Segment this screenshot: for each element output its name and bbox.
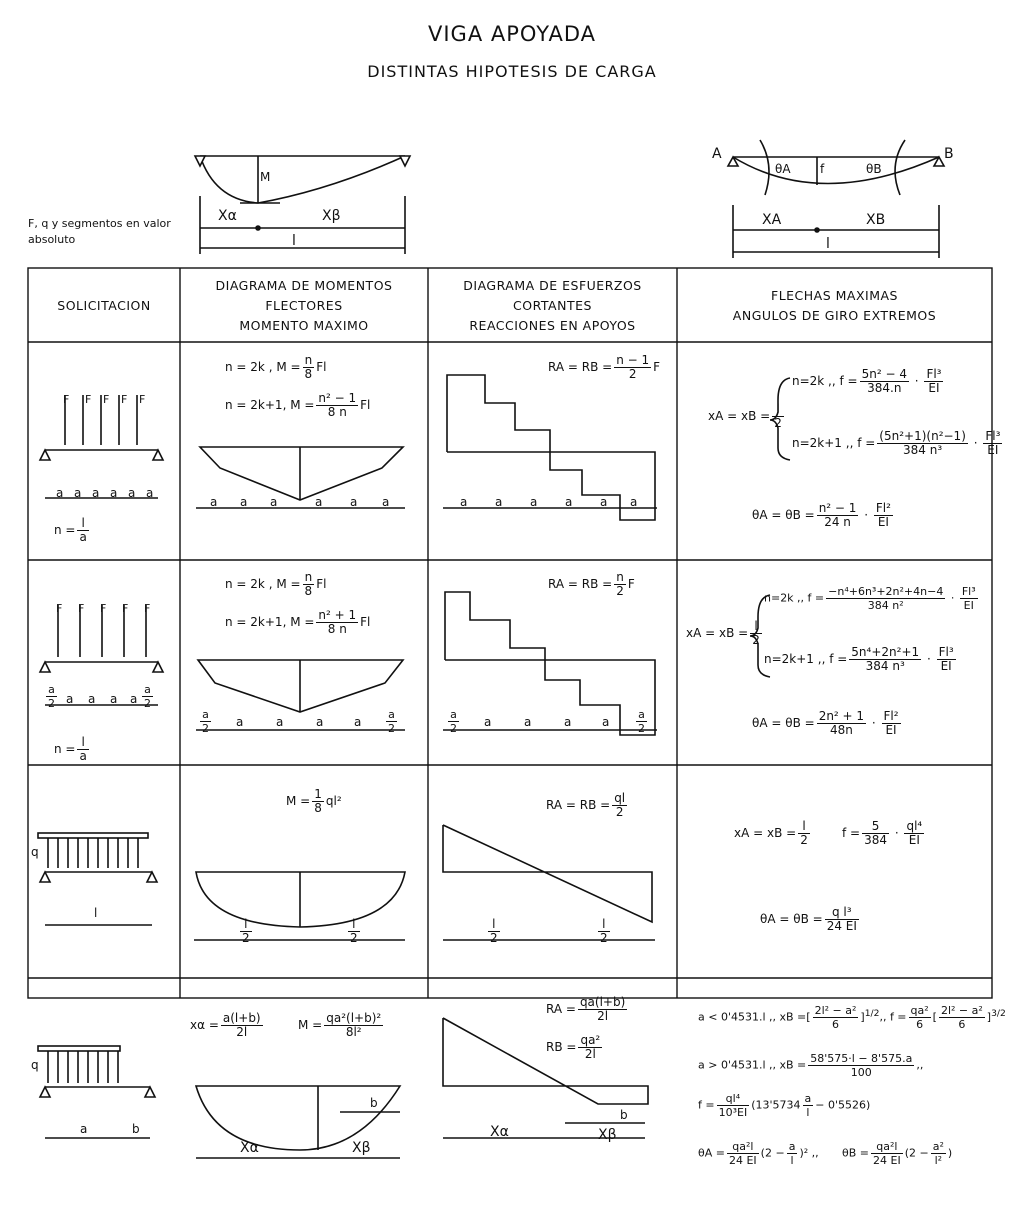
row2-shear-diagram (443, 592, 657, 735)
r1-f-odd: n=2k+1 ,, f = $\frac{\text{(5n²+1)(n²−1)}}{\text{384 n³}}$ · $\frac{\text{Fl³}}{EI}$ (792, 429, 1001, 457)
r4-m-xb: Xβ (352, 1140, 371, 1156)
r4-a: a (80, 1122, 88, 1136)
r1-m-a1: a (210, 495, 218, 509)
tr-f: f (820, 162, 825, 176)
r1-s-a6: a (630, 495, 638, 509)
r2-m-a4: a (354, 715, 362, 729)
r1-a1: a (56, 486, 64, 500)
row2-moment-diagram (196, 660, 405, 730)
r4-m-xa: Xα (240, 1140, 259, 1156)
r1-s-a2: a (495, 495, 503, 509)
r2-s-a3: a (564, 715, 572, 729)
r1-a3: a (92, 486, 100, 500)
row3-shear-diagram (443, 825, 655, 940)
r3-q: q (31, 845, 39, 859)
r4-s-xb: Xβ (598, 1127, 617, 1143)
r2-a1: a (66, 692, 74, 706)
r4-s-b: b (620, 1108, 628, 1122)
r2-a3: a (110, 692, 118, 706)
r4-f: f = $\frac{\text{ql⁴}}{\text{10³EI}}$ (13'5734 $\frac{a}{l}$ − 0'5526) (698, 1092, 871, 1119)
tl-m: M (260, 170, 271, 184)
r1-m-a4: a (315, 495, 323, 509)
r2-f-odd: n=2k+1 ,, f = $\frac{\text{5n⁴+2n²+1}}{\text{384 n³}}$ · $\frac{\text{Fl³}}{EI}$ (764, 645, 954, 673)
tr-thb: θB (866, 162, 882, 176)
r1-a2: a (74, 486, 82, 500)
r1-m-a6: a (382, 495, 390, 509)
r1-reactions: RA = RB = $\frac{n - 1}{2}$ F (548, 353, 661, 381)
tr-a: A (712, 146, 722, 162)
top-right-beam-diagram (728, 140, 944, 258)
r4-moment: M = $\frac{\text{qa²(l+b)²}}{\text{8l²}}$ (298, 1011, 382, 1039)
r2-m-half-r: $\frac{a}{2}$ (388, 708, 395, 735)
r3-theta: θA = θB = $\frac{\text{q l³}}{24 EI}$ (760, 905, 857, 933)
tl-l: l (292, 233, 296, 249)
r4-ra: RA = $\frac{qa(l+b)}{2l}$ (546, 995, 626, 1023)
r1-n-formula: n = $\frac{l}{a}$ (54, 516, 87, 544)
r3-reactions: RA = RB = $\frac{ql}{2}$ (546, 791, 626, 819)
row3-moment-diagram (194, 872, 405, 940)
r1-m-a2: a (240, 495, 248, 509)
r2-F2: F (78, 602, 85, 615)
r1-F5: F (139, 393, 146, 406)
r2-reactions: RA = RB = $\frac{n}{2}$ F (548, 570, 635, 598)
r4-m-b: b (370, 1096, 378, 1110)
header-flechas: FLECHAS MAXIMAS ANGULOS DE GIRO EXTREMOS (732, 288, 937, 323)
r4-case2: a > 0'4531.l ,, xB = $\frac{58'575\cdot l - 8'575.a}{100}$ ,, (698, 1052, 924, 1079)
row1-moment-diagram (196, 447, 405, 508)
row3-load-diagram (38, 833, 157, 925)
r4-xa-formula: xα = $\frac{a(l+b)}{2l}$ (190, 1011, 261, 1039)
r1-F4: F (121, 393, 128, 406)
note-text: F, q y segmentos en valor absoluto (28, 217, 171, 246)
r2-m-a2: a (276, 715, 284, 729)
r2-m-half-l: $\frac{a}{2}$ (202, 708, 209, 735)
r1-x: xA = xB = $\frac{l}{2}$ (708, 402, 782, 430)
r1-a4: a (110, 486, 118, 500)
tl-xb: Xβ (322, 208, 341, 224)
r1-s-a4: a (565, 495, 573, 509)
r1-s-a3: a (530, 495, 538, 509)
page-subtitle: DISTINTAS HIPOTESIS DE CARGA (367, 62, 657, 81)
r2-theta: θA = θB = $\frac{\text{2n² + 1}}{48n}$ · $\frac{\text{Fl²}}{EI}$ (752, 709, 899, 737)
r2-s-half-l: $\frac{a}{2}$ (450, 708, 457, 735)
r2-s-a4: a (602, 715, 610, 729)
tr-tha: θA (775, 162, 791, 176)
r2-F3: F (100, 602, 107, 615)
r3-m-half-r: $\frac{l}{2}$ (350, 917, 358, 945)
r2-m-a3: a (316, 715, 324, 729)
r1-moment-odd: n = 2k+1, M = $\frac{\text{n² − 1}}{8 n}$ Fl (225, 391, 371, 419)
r1-F2: F (85, 393, 92, 406)
r3-l: l (94, 906, 98, 920)
r1-moment-even: n = 2k , M = $\frac{n}{8}$ Fl (225, 353, 327, 381)
r4-case1: a < 0'4531.l ,, xB =[ $\frac{\text{2l² − a²}}{6}$ ]$^{1/2}$,, f = $\frac{\text{qa²}}{6}$ [ $\frac{\text{2l² − a²}}{6}$ ]$^{3/2}$ (698, 1004, 1006, 1031)
r4-q: q (31, 1058, 39, 1072)
r3-s-half-r: $\frac{l}{2}$ (600, 917, 608, 945)
r2-half-right: $\frac{a}{2}$ (144, 683, 151, 710)
r1-F3: F (103, 393, 110, 406)
row1-shear-diagram (443, 375, 657, 520)
r2-n-formula: n = $\frac{l}{a}$ (54, 735, 87, 763)
r2-s-half-r: $\frac{a}{2}$ (638, 708, 645, 735)
r1-F1: F (63, 393, 70, 406)
row1-load-diagram (40, 395, 163, 498)
r2-half-left: $\frac{a}{2}$ (48, 683, 55, 710)
r2-f-even: n=2k ,, f = $\frac{\text{−n⁴+6n³+2n²+4n−4}}{\text{384 n²}}$ · $\frac{\text{Fl³}}{EI}$ (764, 585, 976, 612)
tr-b: B (944, 146, 954, 162)
r3-s-half-l: $\frac{l}{2}$ (490, 917, 498, 945)
r2-s-a1: a (484, 715, 492, 729)
r2-x: xA = xB = $\frac{l}{2}$ (686, 619, 760, 647)
r2-a2: a (88, 692, 96, 706)
r3-moment: M = $\frac{1}{8}$ ql² (286, 787, 342, 815)
tr-xa: XA (762, 212, 782, 228)
r2-m-a1: a (236, 715, 244, 729)
r4-rb: RB = $\frac{\text{qa²}}{2l}$ (546, 1033, 601, 1061)
r1-theta: θA = θB = $\frac{\text{n² − 1}}{24 n}$ · $\frac{\text{Fl²}}{EI}$ (752, 501, 891, 529)
header-cortantes: DIAGRAMA DE ESFUERZOS CORTANTES REACCIONES EN APOYOS (463, 278, 642, 333)
r1-a6: a (146, 486, 154, 500)
r1-a5: a (128, 486, 136, 500)
r1-s-a1: a (460, 495, 468, 509)
r4-theta-a: θA = $\frac{\text{qa²l}}{24 EI}$ (2 − $\frac{a}{l}$ )² ,, (698, 1140, 819, 1167)
r2-moment-even: n = 2k , M = $\frac{n}{8}$ Fl (225, 570, 327, 598)
r4-theta-b: θB = $\frac{\text{qa²l}}{24 EI}$ (2 − $\frac{\text{a²}}{\text{l²}}$ ) (842, 1140, 953, 1167)
r1-s-a5: a (600, 495, 608, 509)
r1-f-even: n=2k ,, f = $\frac{\text{5n² − 4}}{384.n}$ · $\frac{\text{Fl³}}{EI}$ (792, 367, 942, 395)
r3-x: xA = xB = $\frac{l}{2}$ (734, 819, 808, 847)
r4-b: b (132, 1122, 140, 1136)
header-solicitacion: SOLICITACION (57, 298, 151, 313)
r2-moment-odd: n = 2k+1, M = $\frac{\text{n² + 1}}{8 n}$ Fl (225, 608, 371, 636)
r2-a4: a (130, 692, 138, 706)
top-left-beam-diagram (195, 156, 410, 254)
page-title: VIGA APOYADA (427, 22, 596, 46)
r1-m-a3: a (270, 495, 278, 509)
r2-F1: F (56, 602, 63, 615)
r1-m-a5: a (350, 495, 358, 509)
r4-s-xa: Xα (490, 1124, 509, 1140)
r2-s-a2: a (524, 715, 532, 729)
r3-f: f = $\frac{5}{384}$ · $\frac{\text{ql⁴}}{EI}$ (842, 819, 923, 847)
r3-m-half-l: $\frac{l}{2}$ (242, 917, 250, 945)
r2-F5: F (144, 602, 151, 615)
tl-xa: Xα (218, 208, 237, 224)
r2-F4: F (122, 602, 129, 615)
header-momentos: DIAGRAMA DE MOMENTOS FLECTORES MOMENTO MAXIMO (215, 278, 393, 333)
tr-xb: XB (866, 212, 886, 228)
tr-l: l (826, 236, 830, 252)
